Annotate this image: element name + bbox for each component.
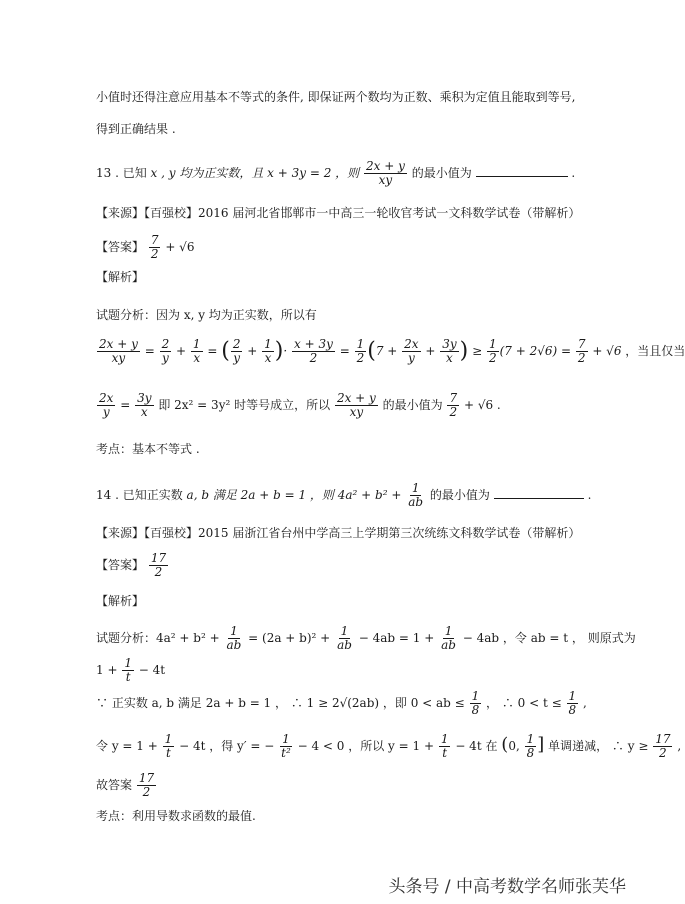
q13-number: 13 . 已知	[96, 166, 147, 180]
q13-condition: x , y 均为正实数，且 x + 3y = 2 ，则	[150, 166, 360, 180]
text: ,	[582, 696, 587, 710]
q13-analysis-intro: 试题分析：因为 x, y 均为正实数，所以有	[96, 308, 317, 322]
text: − 4t ，得 y′ = −	[179, 739, 275, 753]
text: − 4ab ，令 ab = t ， 则原式为	[462, 631, 636, 645]
text: − 4t	[138, 663, 166, 677]
q14-answer	[96, 552, 169, 579]
q13-question: 的最小值为	[411, 166, 472, 180]
text: ,	[677, 739, 682, 753]
period: .	[571, 166, 576, 180]
q14-stem: 14 . 已知正实数 a, b 满足 2a + b = 1 ，则 4a² + b² + $\frac{1}{ab}$ 的最小值为 .	[96, 481, 592, 509]
answer-blank	[476, 166, 568, 177]
fraction-numerator: 2x + y	[366, 159, 405, 173]
text: − 4t 在	[455, 739, 498, 753]
q14-question: 的最小值为	[429, 488, 490, 502]
text: − 4ab = 1 +	[358, 631, 435, 645]
q14-source: 【来源】【百强校】2015 届浙江省台州中学高三上学期第三次统练文科数学试卷（带解析）	[96, 526, 581, 540]
text: 令 y = 1 +	[96, 739, 158, 753]
text: 试题分析：4a² + b² +	[96, 631, 220, 645]
q13-analysis-equation: $\frac{2x + y}{xy}$ = $\frac{2}{y}$ + $\frac{1}{x}$ = ( $\frac{2}{y}$ + $\frac{1}{x}$ )· $\frac{x + 3y}{2}$ = $\frac{1}{2}$ (7 + $\frac{2x}{y}$ + $\frac{3y}{x}$ ) ≥ $\frac{1}{2}$ (7 + 2√6) = $\frac{7}{2}$ + √6 ，当且仅当	[99, 337, 685, 365]
intro-line-1: 小值时还得注意应用基本不等式的条件, 即保证两个数均为正数、乘积为定值且能取到等号,	[96, 90, 576, 104]
footer-watermark: 头条号 / 中高考数学名师张芙华	[388, 877, 626, 897]
answer-fraction	[149, 234, 161, 261]
q13-answer	[96, 234, 194, 261]
q14-analysis-line-1: 试题分析：4a² + b² + $\frac{1}{ab}$ = (2a + b)² + $\frac{1}{ab}$ − 4ab = 1 + $\frac{1}{ab}$ − 4ab ，令 ab = t ， 则原式为	[96, 624, 636, 652]
answer-fraction	[149, 552, 168, 579]
answer-rest: + √6	[165, 240, 195, 254]
q13-analysis-label: 【解析】	[96, 270, 145, 284]
fraction-denominator: 2	[142, 785, 151, 799]
fraction-numerator: 7	[150, 233, 159, 247]
q13-analysis-condition: $\frac{2x}{y}$ = $\frac{3y}{x}$ 即 2x² = 3y² 时等号成立，所以 $\frac{2x + y}{xy}$ 的最小值为 $\frac{7}{2}$ + √6 .	[99, 391, 501, 419]
text: ， ∴ 0 < t ≤	[486, 696, 562, 710]
fraction: $\frac{2x + y}{xy}$	[99, 337, 138, 365]
q14-analysis-line-5	[96, 772, 157, 799]
q13-kaodian: 考点：基本不等式 .	[96, 442, 200, 456]
period: .	[587, 488, 592, 502]
q13-expression-fraction	[364, 160, 407, 187]
q14-analysis-line-4: 令 y = 1 + $\frac{1}{t}$ − 4t ，得 y′ = − $\frac{1}{\text{t²}}$ − 4 < 0 ，所以 y = 1 + $\frac{1}{t}$ − 4t 在 (0, $\frac{1}{8}$ ] 单调递减， ∴ y ≥ $\frac{17}{2}$ ,	[96, 732, 682, 760]
q13-source: 【来源】【百强校】2016 届河北省邯郸市一中高三一轮收官考试一文科数学试卷（带解析）	[96, 206, 581, 220]
text: 单调递减， ∴ y ≥	[548, 739, 649, 753]
fraction: $\frac{2}{y}$	[161, 337, 170, 365]
answer-label: 【答案】	[96, 240, 145, 254]
answer-blank	[494, 488, 584, 499]
q14-number: 14 . 已知正实数	[96, 488, 183, 502]
intro-line-2: 得到正确结果 .	[96, 122, 176, 136]
fraction-numerator: 17	[150, 551, 167, 565]
fraction-denominator: 2	[150, 247, 159, 261]
equation-tail: ，当且仅当	[625, 344, 685, 358]
text: − 4 < 0 ，所以 y = 1 +	[297, 739, 435, 753]
answer-label: 【答案】	[96, 558, 145, 572]
q14-kaodian: 考点：利用导数求函数的最值.	[96, 809, 256, 823]
text: = (2a + b)² +	[248, 631, 331, 645]
fraction-denominator: 2	[154, 565, 163, 579]
min-rest: + √6 .	[463, 398, 501, 412]
q13-stem	[96, 160, 575, 187]
text: ∵ 正实数 a, b 满足 2a + b = 1 ， ∴ 1 ≥ 2√(2ab) ，即 0 < ab ≤	[96, 696, 465, 710]
min-text: 的最小值为	[382, 398, 443, 412]
q14-analysis-label: 【解析】	[96, 594, 145, 608]
q14-analysis-line-3: ∵ 正实数 a, b 满足 2a + b = 1 ， ∴ 1 ≥ 2√(2ab) ，即 0 < ab ≤ $\frac{1}{8}$ ， ∴ 0 < t ≤ $\frac{1}{8}$ ,	[96, 689, 587, 717]
text: 故答案	[96, 778, 133, 792]
condition-text: 即 2x² = 3y² 时等号成立，所以	[158, 398, 331, 412]
fraction-denominator: xy	[378, 173, 393, 187]
fraction: $\frac{1}{x}$	[192, 337, 201, 365]
q14-condition: a, b 满足 2a + b = 1 ，则 4a² + b² +	[186, 488, 402, 502]
fraction-numerator: 17	[138, 771, 155, 785]
q14-analysis-line-2: 1 + $\frac{1}{t}$ − 4t	[96, 656, 166, 684]
